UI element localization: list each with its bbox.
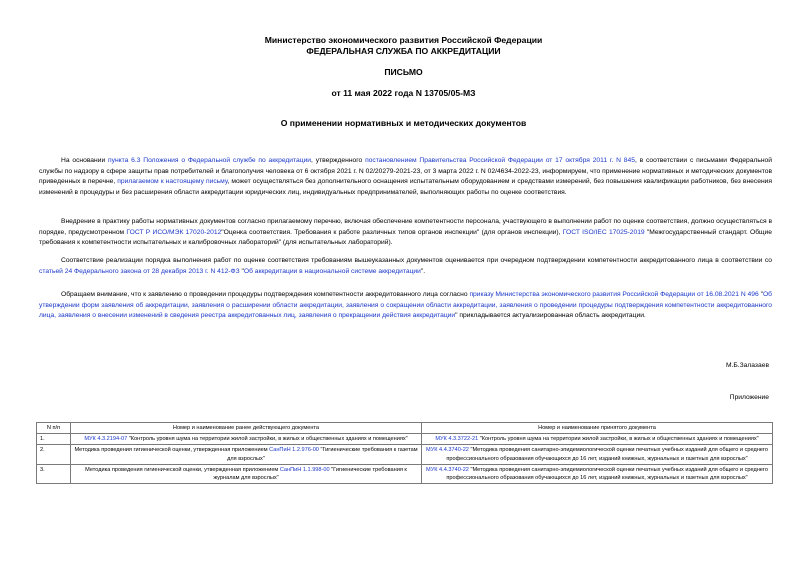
header-number: N п/п (37, 423, 71, 434)
row-number: 3. (37, 464, 71, 483)
old-document-link[interactable]: МУК 4.3.2194-07 (84, 436, 128, 443)
table-header-row (37, 423, 773, 434)
old-document-cell: Методика проведения гигиенической оценки, утвержденная приложением СанПиН 1.1.998-00 "Гигиенические требования к журналам для взрослых" (71, 464, 422, 483)
service-name: ФЕДЕРАЛЬНАЯ СЛУЖБА ПО АККРЕДИТАЦИИ (306, 46, 501, 56)
documents-table (36, 422, 773, 484)
paragraph-3: Соответствие реализации порядка выполнения работ по оценке соответствия требованиям вышеуказанных документов оценивается при очередном подтверждении компетентности аккредитованного лица в соответствии со статьей 24 Федерального закона от 28 декабря 2013 г. N 412-ФЗ "Об аккредитации в национальной системе аккредитации". (39, 257, 772, 275)
link-gost-17025[interactable]: ГОСТ ISO/IEC 17025-2019 (562, 228, 645, 236)
new-document-cell: МУК 4.3.3722-21 "Контроль уровня шума на территории жилой застройки, в жилых и общественных зданиях и помещениях" (422, 434, 773, 445)
header-old-document: Номер и наименование ранее действующего документа (71, 423, 422, 434)
paragraph-2: Внедрение в практику работы нормативных документов согласно прилагаемому перечню, включая обеспечение компетентности персонала, участвующего в выполнении работ по оценке соответствия, должно осуществляться в порядке, предусмотренном ГОСТ Р ИСО/МЭК 17020-2012"Оценка соответствия. Требования к работе различных типов органов инспекции" (для органов инспекции), ГОСТ ISO/IEC 17025-2019 "Межгосударственный стандарт. Общие требования к компетентности испытательных и калибровочных лабораторий" (для испытательных лабораторий). (39, 218, 772, 247)
new-document-cell: МУК 4.4.3740-22 "Методика проведения санитарно-эпидемиологической оценки печатных учебных изданий для общего и среднего профессионального образования обучающихся до 16 лет, изданий книжных, журнальных и газетных для взрослых" (422, 445, 773, 464)
appendix-label: Приложение (729, 394, 769, 401)
link-ministry-order[interactable]: приказу Министерства экономического развития Российской Федерации от 16.08.2021 N 496 (469, 291, 759, 298)
document-reference: от 11 мая 2022 года N 13705/05-МЗ (331, 88, 476, 98)
old-document-link[interactable]: СанПиН 1.1.998-00 (279, 466, 330, 473)
link-federal-law-title[interactable]: Об аккредитации в национальной системе аккредитации (243, 267, 421, 275)
link-gost-17020[interactable]: ГОСТ Р ИСО/МЭК 17020-2012 (126, 228, 222, 236)
link-federal-law-article[interactable]: статьей 24 Федерального закона от 28 декабря 2013 г. N 412-ФЗ (39, 267, 240, 275)
link-government-decree[interactable]: постановлением Правительства Российской Федерации от 17 октября 2011 г. N 845 (365, 157, 635, 164)
document-title: О применении нормативных и методических документов (280, 118, 527, 128)
old-document-cell: Методика проведения гигиенической оценки, утвержденная приложением СанПиН 1.2.976-00 "Гигиенические требования к газетам для взрослых" (71, 445, 422, 464)
link-regulation-point[interactable]: пункта 6.3 Положения о Федеральной службе по аккредитации (108, 157, 312, 164)
new-document-cell: МУК 4.4.3740-22 "Методика проведения санитарно-эпидемиологической оценки печатных учебных изданий для общего и среднего профессионального образования обучающихся до 16 лет, изданий книжных, журнальных и газетных для взрослых" (422, 464, 773, 483)
header-new-document: Номер и наименование принятого документа (422, 423, 773, 434)
signature: М.Б.Залазаев (725, 362, 769, 369)
new-document-link[interactable]: МУК 4.4.3740-22 (426, 466, 469, 473)
table-row (37, 464, 773, 483)
old-document-link[interactable]: СанПиН 1.2.976-00 (269, 447, 319, 454)
old-document-cell: МУК 4.3.2194-07 "Контроль уровня шума на территории жилой застройки, в жилых и общественных зданиях и помещениях" (71, 434, 422, 445)
link-attached-list[interactable]: прилагаемом к настоящему письму (117, 178, 228, 186)
table-row (37, 434, 773, 445)
table-row (37, 445, 773, 464)
ministry-name: Министерство экономического развития Российской Федерации (264, 35, 543, 45)
new-document-link[interactable]: МУК 4.3.3722-21 (435, 436, 479, 443)
link-order-title[interactable]: Об утверждении форм заявления об аккредитации, заявления о расширении области аккредитации, заявления о сокращении области аккредитации, заявления о проведении процедуры подтверждения компетентности аккредитованного лица, заявления о внесении изменений в сведения реестра аккредитованных лиц, заявления о прекращении действия аккредитации (39, 291, 773, 320)
document-type: ПИСЬМО (384, 67, 423, 77)
row-number: 2. (37, 445, 71, 464)
paragraph-4: Обращаем внимание, что к заявлению о проведении процедуры подтверждения компетентности аккредитованного лица согласно приказу Министерства экономического развития Российской Федерации от 16.08.2021 N 496 "Об утверждении форм заявления об аккредитации, заявления о расширении области аккредитации, заявления о сокращении области аккредитации, заявления о проведении процедуры подтверждения компетентности аккредитованного лица, заявления о внесении изменений в сведения реестра аккредитованных лиц, заявления о прекращении действия аккредитации" прикладывается актуализированная область аккредитации. (39, 291, 773, 320)
paragraph-1: На основании пункта 6.3 Положения о Федеральной службе по аккредитации, утвержденного постановлением Правительства Российской Федерации от 17 октября 2011 г. N 845, в соответствии с письмами Федеральной службы по надзору в сфере защиты прав потребителей и благополучия человека от 6 октября 2021 г. N 02/20279-2021-23, от 3 марта 2022 г. N 02/4634-2022-23, информируем, что применение нормативных и методических документов приведенных в перечне, прилагаемом к настоящему письму, может осуществляться без дополнительного оснащения испытательным оборудованием и средствами измерений, без повышения квалификации работников, без внесения изменений в процедуры и без расширения области аккредитации юридических лиц, индивидуальных предпринимателей, выполняющих работы по оценке соответствия. (39, 157, 772, 196)
new-document-link[interactable]: МУК 4.4.3740-22 (426, 447, 469, 454)
row-number: 1. (37, 434, 71, 445)
